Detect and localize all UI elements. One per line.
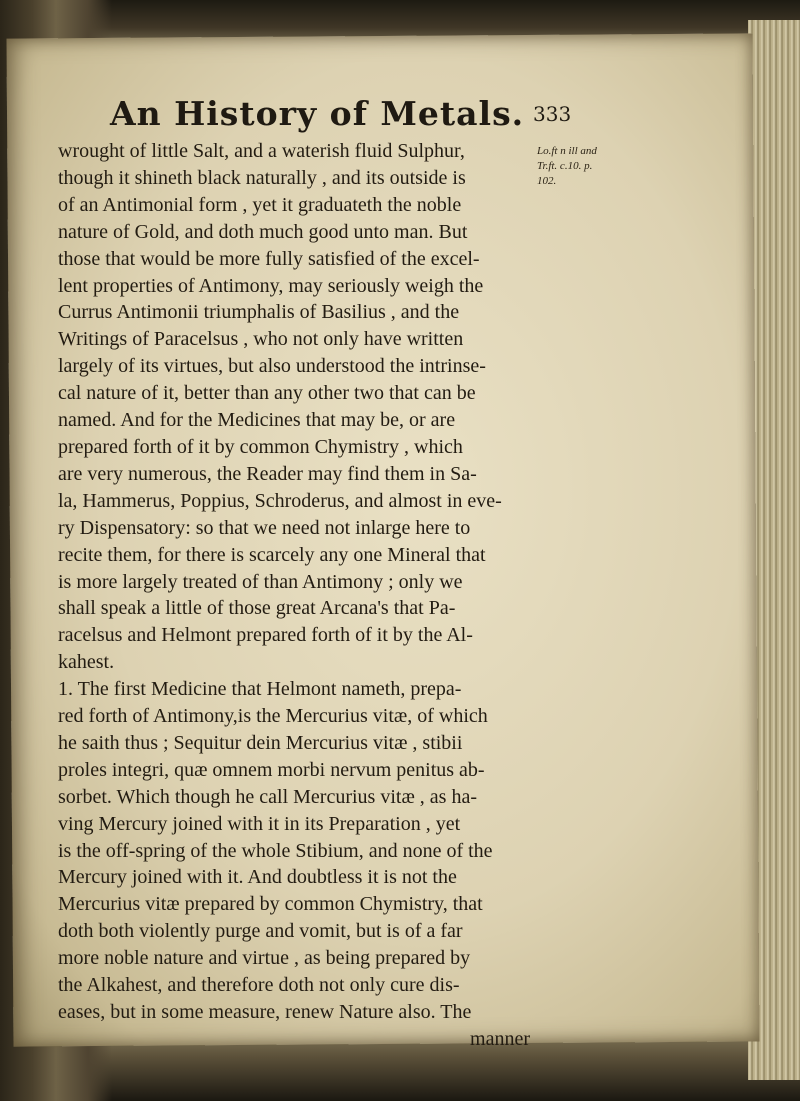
text-line: lent properties of Antimony, may seriously weigh the bbox=[58, 274, 484, 297]
margin-note bbox=[537, 144, 617, 189]
running-head-title: An History of Metals. bbox=[110, 94, 525, 133]
body-text bbox=[58, 138, 530, 1053]
text-line: named. And for the Medicines that may be, or are bbox=[58, 409, 456, 432]
text-line: sorbet. Which though he call Mercurius vitæ , as ha- bbox=[58, 785, 477, 808]
text-line: recite them, for there is scarcely any one Mineral that bbox=[58, 543, 486, 566]
text-line: prepared forth of it by common Chymistry , which bbox=[58, 435, 463, 458]
text-line: Mercury joined with it. And doubtless it is not the bbox=[58, 866, 457, 889]
text-line: shall speak a little of those great Arcana's that Pa- bbox=[58, 597, 456, 620]
text-line: largely of its virtues, but also understood the intrinse- bbox=[58, 355, 486, 378]
text-line: is more largely treated of than Antimony ; only we bbox=[58, 570, 463, 593]
text-line: la, Hammerus, Poppius, Schroderus, and almost in eve- bbox=[58, 489, 502, 512]
text-line: Mercurius vitæ prepared by common Chymistry, that bbox=[58, 893, 483, 916]
text-line: nature of Gold, and doth much good unto man. But bbox=[58, 220, 468, 243]
text-line: are very numerous, the Reader may find them in Sa- bbox=[58, 462, 477, 485]
text-line: kahest. bbox=[58, 651, 115, 674]
text-line: Writings of Paracelsus , who not only have written bbox=[58, 328, 464, 351]
text-line: doth both violently purge and vomit, but is of a far bbox=[58, 920, 463, 943]
text-line: of an Antimonial form , yet it graduateth the noble bbox=[58, 193, 462, 216]
text-line: is the off-spring of the whole Stibium, and none of the bbox=[58, 839, 493, 862]
text-line: eases, but in some measure, renew Nature also. The bbox=[58, 1001, 472, 1023]
text-line: wrought of little Salt, and a waterish fluid Sulphur, bbox=[58, 140, 465, 162]
text-line: red forth of Antimony,is the Mercurius vitæ, of which bbox=[58, 705, 488, 728]
page-number: 333 bbox=[533, 102, 572, 126]
text-line: more noble nature and virtue , as being prepared by bbox=[58, 947, 471, 970]
text-line: the Alkahest, and therefore doth not only cure dis- bbox=[58, 974, 460, 997]
text-line: Currus Antimonii triumphalis of Basilius , and the bbox=[58, 301, 460, 324]
margin-note-line: Lo.ft n ill and bbox=[537, 145, 597, 157]
margin-note-line: 102. bbox=[537, 175, 557, 187]
text-line: cal nature of it, better than any other two that can be bbox=[58, 382, 476, 405]
text-line: ving Mercury joined with it in its Preparation , yet bbox=[58, 812, 461, 835]
text-line: 1. The first Medicine that Helmont nameth, prepa- bbox=[58, 678, 462, 701]
margin-note-line: Tr.ft. c.10. p. bbox=[537, 160, 593, 172]
catchword: manner bbox=[470, 1027, 530, 1050]
text-line: proles integri, quæ omnem morbi nervum penitus ab- bbox=[58, 758, 485, 781]
text-line: racelsus and Helmont prepared forth of it by the Al- bbox=[58, 624, 473, 647]
text-line: those that would be more fully satisfied of the excel- bbox=[58, 247, 480, 270]
text-line: ry Dispensatory: so that we need not inlarge here to bbox=[58, 516, 471, 539]
text-line: though it shineth black naturally , and its outside is bbox=[58, 166, 466, 189]
text-line: he saith thus ; Sequitur dein Mercurius vitæ , stibii bbox=[58, 731, 463, 754]
